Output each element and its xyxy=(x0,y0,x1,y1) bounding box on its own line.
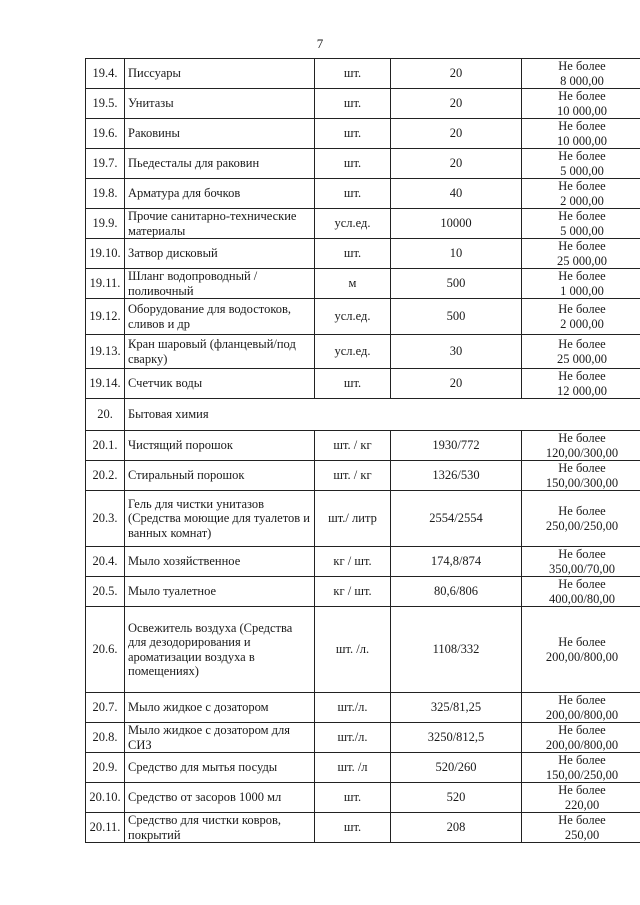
price-value: 2 000,00 xyxy=(560,193,604,208)
item-price xyxy=(522,753,640,783)
table-row xyxy=(86,269,640,299)
item-number: 20.5. xyxy=(86,577,125,607)
item-price xyxy=(522,239,640,269)
item-quantity: 520 xyxy=(391,783,522,813)
item-number: 20.8. xyxy=(86,723,125,753)
item-name: Гель для чистки унитазов (Средства моющие для туалетов и ванных комнат) xyxy=(125,491,315,547)
price-prefix: Не более xyxy=(558,119,606,133)
item-quantity: 325/81,25 xyxy=(391,693,522,723)
item-number: 19.10. xyxy=(86,239,125,269)
table-row xyxy=(86,209,640,239)
item-quantity: 520/260 xyxy=(391,753,522,783)
table-row xyxy=(86,149,640,179)
item-number: 19.7. xyxy=(86,149,125,179)
price-table-body xyxy=(86,59,640,843)
item-number: 20.7. xyxy=(86,693,125,723)
price-prefix: Не более xyxy=(558,337,606,351)
price-prefix: Не более xyxy=(558,239,606,253)
price-prefix: Не более xyxy=(558,504,606,518)
table-row xyxy=(86,693,640,723)
item-name: Счетчик воды xyxy=(125,369,315,399)
item-number: 19.14. xyxy=(86,369,125,399)
price-table xyxy=(85,58,640,843)
item-name: Чистящий порошок xyxy=(125,431,315,461)
table-row xyxy=(86,783,640,813)
item-number: 19.6. xyxy=(86,119,125,149)
item-name: Шланг водопроводный /поливочный xyxy=(125,269,315,299)
price-prefix: Не более xyxy=(558,693,606,707)
item-name: Средство от засоров 1000 мл xyxy=(125,783,315,813)
price-value: 1 000,00 xyxy=(560,283,604,298)
item-quantity: 20 xyxy=(391,59,522,89)
item-quantity: 2554/2554 xyxy=(391,491,522,547)
item-quantity: 1930/772 xyxy=(391,431,522,461)
item-quantity: 174,8/874 xyxy=(391,547,522,577)
table-row xyxy=(86,753,640,783)
price-prefix: Не более xyxy=(558,547,606,561)
item-quantity: 20 xyxy=(391,89,522,119)
price-value: 200,00/800,00 xyxy=(545,707,619,722)
item-unit: шт. xyxy=(315,89,391,119)
item-price xyxy=(522,149,640,179)
price-prefix: Не более xyxy=(558,302,606,316)
item-unit: кг / шт. xyxy=(315,577,391,607)
price-value: 10 000,00 xyxy=(557,133,607,148)
item-number: 20.9. xyxy=(86,753,125,783)
item-number: 20.2. xyxy=(86,461,125,491)
table-row xyxy=(86,461,640,491)
item-unit: шт. xyxy=(315,813,391,843)
item-number: 19.8. xyxy=(86,179,125,209)
item-unit: шт./л. xyxy=(315,723,391,753)
item-unit: усл.ед. xyxy=(315,209,391,239)
price-prefix: Не более xyxy=(558,813,606,827)
item-unit: шт. xyxy=(315,149,391,179)
item-number: 19.13. xyxy=(86,335,125,369)
item-quantity: 30 xyxy=(391,335,522,369)
price-prefix: Не более xyxy=(558,149,606,163)
table-row xyxy=(86,89,640,119)
table-row xyxy=(86,431,640,461)
item-name: Мыло жидкое с дозатором для СИЗ xyxy=(125,723,315,753)
item-unit: шт. /л xyxy=(315,753,391,783)
section-row xyxy=(86,399,640,431)
item-name: Средство для мытья посуды xyxy=(125,753,315,783)
table-row xyxy=(86,119,640,149)
item-price xyxy=(522,783,640,813)
table-row xyxy=(86,491,640,547)
price-value: 12 000,00 xyxy=(557,383,607,398)
price-value: 5 000,00 xyxy=(560,223,604,238)
price-value: 220,00 xyxy=(564,797,600,812)
item-price xyxy=(522,431,640,461)
table-row xyxy=(86,239,640,269)
item-price xyxy=(522,335,640,369)
price-prefix: Не более xyxy=(558,369,606,383)
item-name: Кран шаровый (фланцевый/под сварку) xyxy=(125,335,315,369)
item-number: 20.11. xyxy=(86,813,125,843)
item-name: Арматура для бочков xyxy=(125,179,315,209)
item-quantity: 3250/812,5 xyxy=(391,723,522,753)
item-name: Пьедесталы для раковин xyxy=(125,149,315,179)
price-value: 25 000,00 xyxy=(557,253,607,268)
item-quantity: 80,6/806 xyxy=(391,577,522,607)
price-prefix: Не более xyxy=(558,783,606,797)
price-value: 350,00/70,00 xyxy=(549,561,615,576)
item-quantity: 10000 xyxy=(391,209,522,239)
table-row xyxy=(86,577,640,607)
item-price xyxy=(522,59,640,89)
item-name: Раковины xyxy=(125,119,315,149)
item-price xyxy=(522,209,640,239)
item-unit: шт. /л. xyxy=(315,607,391,693)
price-prefix: Не более xyxy=(558,723,606,737)
price-prefix: Не более xyxy=(558,461,606,475)
item-number: 20.6. xyxy=(86,607,125,693)
item-unit: усл.ед. xyxy=(315,299,391,335)
item-quantity: 500 xyxy=(391,269,522,299)
item-price xyxy=(522,693,640,723)
item-number: 19.5. xyxy=(86,89,125,119)
price-prefix: Не более xyxy=(558,89,606,103)
price-value: 25 000,00 xyxy=(557,351,607,366)
item-price xyxy=(522,547,640,577)
table-row xyxy=(86,179,640,209)
price-prefix: Не более xyxy=(558,59,606,73)
item-price xyxy=(522,299,640,335)
price-prefix: Не более xyxy=(558,753,606,767)
item-price xyxy=(522,461,640,491)
item-name: Затвор дисковый xyxy=(125,239,315,269)
item-price xyxy=(522,89,640,119)
item-price xyxy=(522,607,640,693)
item-quantity: 1108/332 xyxy=(391,607,522,693)
item-price xyxy=(522,119,640,149)
item-number: 19.11. xyxy=(86,269,125,299)
item-unit: шт. / кг xyxy=(315,431,391,461)
price-prefix: Не более xyxy=(558,179,606,193)
item-unit: шт. xyxy=(315,369,391,399)
item-price xyxy=(522,723,640,753)
item-unit: шт. / кг xyxy=(315,461,391,491)
item-quantity: 20 xyxy=(391,149,522,179)
item-name: Унитазы xyxy=(125,89,315,119)
item-name: Оборудование для водостоков, сливов и др xyxy=(125,299,315,335)
table-row xyxy=(86,335,640,369)
price-value: 150,00/250,00 xyxy=(545,767,619,782)
table-row xyxy=(86,59,640,89)
price-value: 5 000,00 xyxy=(560,163,604,178)
price-value: 2 000,00 xyxy=(560,316,604,331)
price-value: 250,00 xyxy=(564,827,600,842)
page-number: 7 xyxy=(316,36,324,51)
item-number: 19.12. xyxy=(86,299,125,335)
item-name: Средство для чистки ковров, покрытий xyxy=(125,813,315,843)
item-quantity: 20 xyxy=(391,369,522,399)
item-quantity: 20 xyxy=(391,119,522,149)
price-prefix: Не более xyxy=(558,209,606,223)
price-value: 250,00/250,00 xyxy=(545,518,619,533)
item-quantity: 1326/530 xyxy=(391,461,522,491)
item-name: Стиральный порошок xyxy=(125,461,315,491)
item-name: Мыло хозяйственное xyxy=(125,547,315,577)
price-value: 200,00/800,00 xyxy=(545,649,619,664)
price-prefix: Не более xyxy=(558,577,606,591)
item-quantity: 208 xyxy=(391,813,522,843)
table-row xyxy=(86,813,640,843)
item-number: 19.9. xyxy=(86,209,125,239)
price-prefix: Не более xyxy=(558,635,606,649)
item-unit: шт./ литр xyxy=(315,491,391,547)
table-row xyxy=(86,369,640,399)
item-price xyxy=(522,269,640,299)
price-value: 10 000,00 xyxy=(557,103,607,118)
item-unit: шт./л. xyxy=(315,693,391,723)
item-name: Прочие санитарно-технические материалы xyxy=(125,209,315,239)
item-unit: шт. xyxy=(315,239,391,269)
item-quantity: 500 xyxy=(391,299,522,335)
price-value: 8 000,00 xyxy=(560,73,604,88)
item-unit: шт. xyxy=(315,179,391,209)
section-title: Бытовая химия xyxy=(125,399,640,431)
item-price xyxy=(522,179,640,209)
table-row xyxy=(86,299,640,335)
item-unit: шт. xyxy=(315,59,391,89)
item-price xyxy=(522,813,640,843)
item-price xyxy=(522,491,640,547)
item-name: Мыло туалетное xyxy=(125,577,315,607)
item-quantity: 10 xyxy=(391,239,522,269)
item-price xyxy=(522,577,640,607)
item-number: 19.4. xyxy=(86,59,125,89)
price-prefix: Не более xyxy=(558,431,606,445)
item-name: Писсуары xyxy=(125,59,315,89)
item-number: 20.4. xyxy=(86,547,125,577)
price-value: 400,00/80,00 xyxy=(549,591,615,606)
item-unit: м xyxy=(315,269,391,299)
item-number: 20.1. xyxy=(86,431,125,461)
price-value: 120,00/300,00 xyxy=(545,445,619,460)
table-row xyxy=(86,547,640,577)
price-value: 150,00/300,00 xyxy=(545,475,619,490)
item-name: Освежитель воздуха (Средства для дезодорирования и ароматизации воздуха в помещениях) xyxy=(125,607,315,693)
item-number: 20.10. xyxy=(86,783,125,813)
table-row xyxy=(86,607,640,693)
item-unit: шт. xyxy=(315,119,391,149)
price-prefix: Не более xyxy=(558,269,606,283)
item-unit: усл.ед. xyxy=(315,335,391,369)
item-number: 20.3. xyxy=(86,491,125,547)
item-quantity: 40 xyxy=(391,179,522,209)
price-value: 200,00/800,00 xyxy=(545,737,619,752)
item-number: 20. xyxy=(86,399,125,431)
item-unit: кг / шт. xyxy=(315,547,391,577)
item-name: Мыло жидкое с дозатором xyxy=(125,693,315,723)
item-price xyxy=(522,369,640,399)
table-row xyxy=(86,723,640,753)
item-unit: шт. xyxy=(315,783,391,813)
